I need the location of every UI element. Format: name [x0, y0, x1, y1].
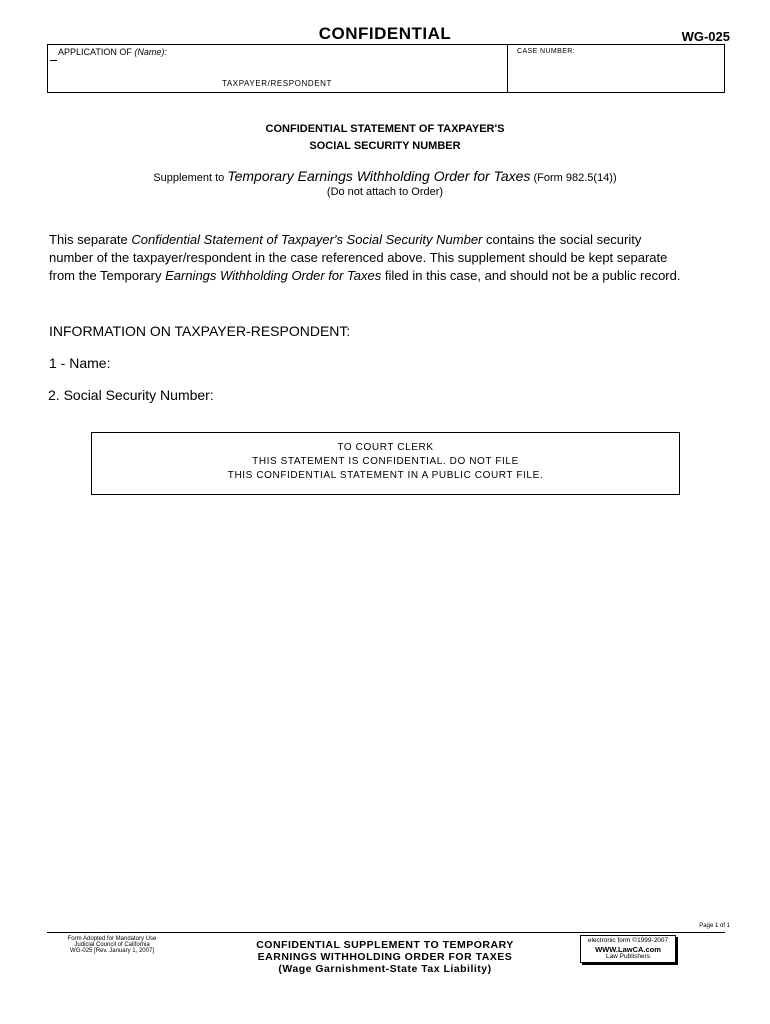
caption-divider [507, 44, 508, 93]
name-label: 1 - Name: [49, 355, 111, 371]
form-title-line-2: SOCIAL SECURITY NUMBER [309, 140, 461, 152]
clerk-notice-line-1: TO COURT CLERK [337, 442, 434, 453]
clerk-notice-line-2: THIS STATEMENT IS CONFIDENTIAL. DO NOT FILE [252, 456, 519, 467]
do-not-attach-note: (Do not attach to Order) [326, 186, 444, 198]
supplement-form-number: (Form 982.5(14)) [530, 172, 617, 184]
ssn-label: 2. Social Security Number: [48, 387, 214, 403]
publisher-website-link[interactable]: WWW.LawCA.com [595, 945, 661, 954]
clerk-notice-line-3: THIS CONFIDENTIAL STATEMENT IN A PUBLIC COURT FILE. [227, 470, 544, 481]
body-line-3-suffix: filed in this case, and should not be a public record. [381, 268, 681, 283]
adoption-line-2: Judicial Council of California [74, 942, 150, 948]
supplement-line [0, 168, 770, 184]
confidential-heading: CONFIDENTIAL [318, 24, 452, 43]
case-number-field[interactable] [512, 58, 722, 76]
application-name-hint: (Name): [134, 47, 167, 57]
taxpayer-respondent-label: TAXPAYER/RESPONDENT [221, 79, 333, 88]
body-line-3-prefix: from the Temporary [49, 268, 166, 283]
adoption-line-3: WG-025 [Rev. January 1, 2007] [70, 948, 154, 954]
adoption-line-1: Form Adopted for Mandatory Use [67, 936, 157, 942]
caption-tick-mark [50, 60, 57, 61]
publisher-name: Law Publishers [605, 953, 651, 960]
footer-title-line-3: (Wage Garnishment-State Tax Liability) [278, 963, 492, 975]
page-number: Page 1 of 1 [699, 923, 730, 929]
ssn-field[interactable] [208, 385, 694, 407]
body-line-3-italic: Earnings Withholding Order for Taxes [165, 268, 382, 283]
footer-title-line-1: CONFIDENTIAL SUPPLEMENT TO TEMPORARY [256, 939, 514, 951]
application-name-field[interactable] [120, 45, 504, 61]
body-line-1-italic: Confidential Statement of Taxpayer's Social Security Number [131, 232, 483, 247]
body-line-1-suffix: contains the social security [482, 232, 642, 247]
body-line-1-prefix: This separate [49, 232, 132, 247]
name-field[interactable] [110, 353, 694, 375]
form-number: WG-025 [681, 29, 730, 44]
body-line-1 [49, 232, 641, 247]
body-line-3 [49, 268, 680, 283]
form-title-line-1: CONFIDENTIAL STATEMENT OF TAXPAYER'S [265, 123, 505, 135]
publisher-copyright: electronic form ©1999-2007 [587, 937, 669, 944]
supplement-prefix: Supplement to [153, 172, 228, 184]
application-prefix: APPLICATION OF [58, 47, 135, 57]
footer-divider [47, 932, 725, 933]
supplement-form-name: Temporary Earnings Withholding Order for Taxes [227, 168, 531, 184]
info-heading: INFORMATION ON TAXPAYER-RESPONDENT: [49, 323, 351, 339]
footer-title-line-2: EARNINGS WITHHOLDING ORDER FOR TAXES [257, 951, 513, 963]
case-number-label: CASE NUMBER: [517, 48, 576, 55]
body-line-2: number of the taxpayer/respondent in the case referenced above. This supplement should be kept separate [49, 250, 668, 265]
